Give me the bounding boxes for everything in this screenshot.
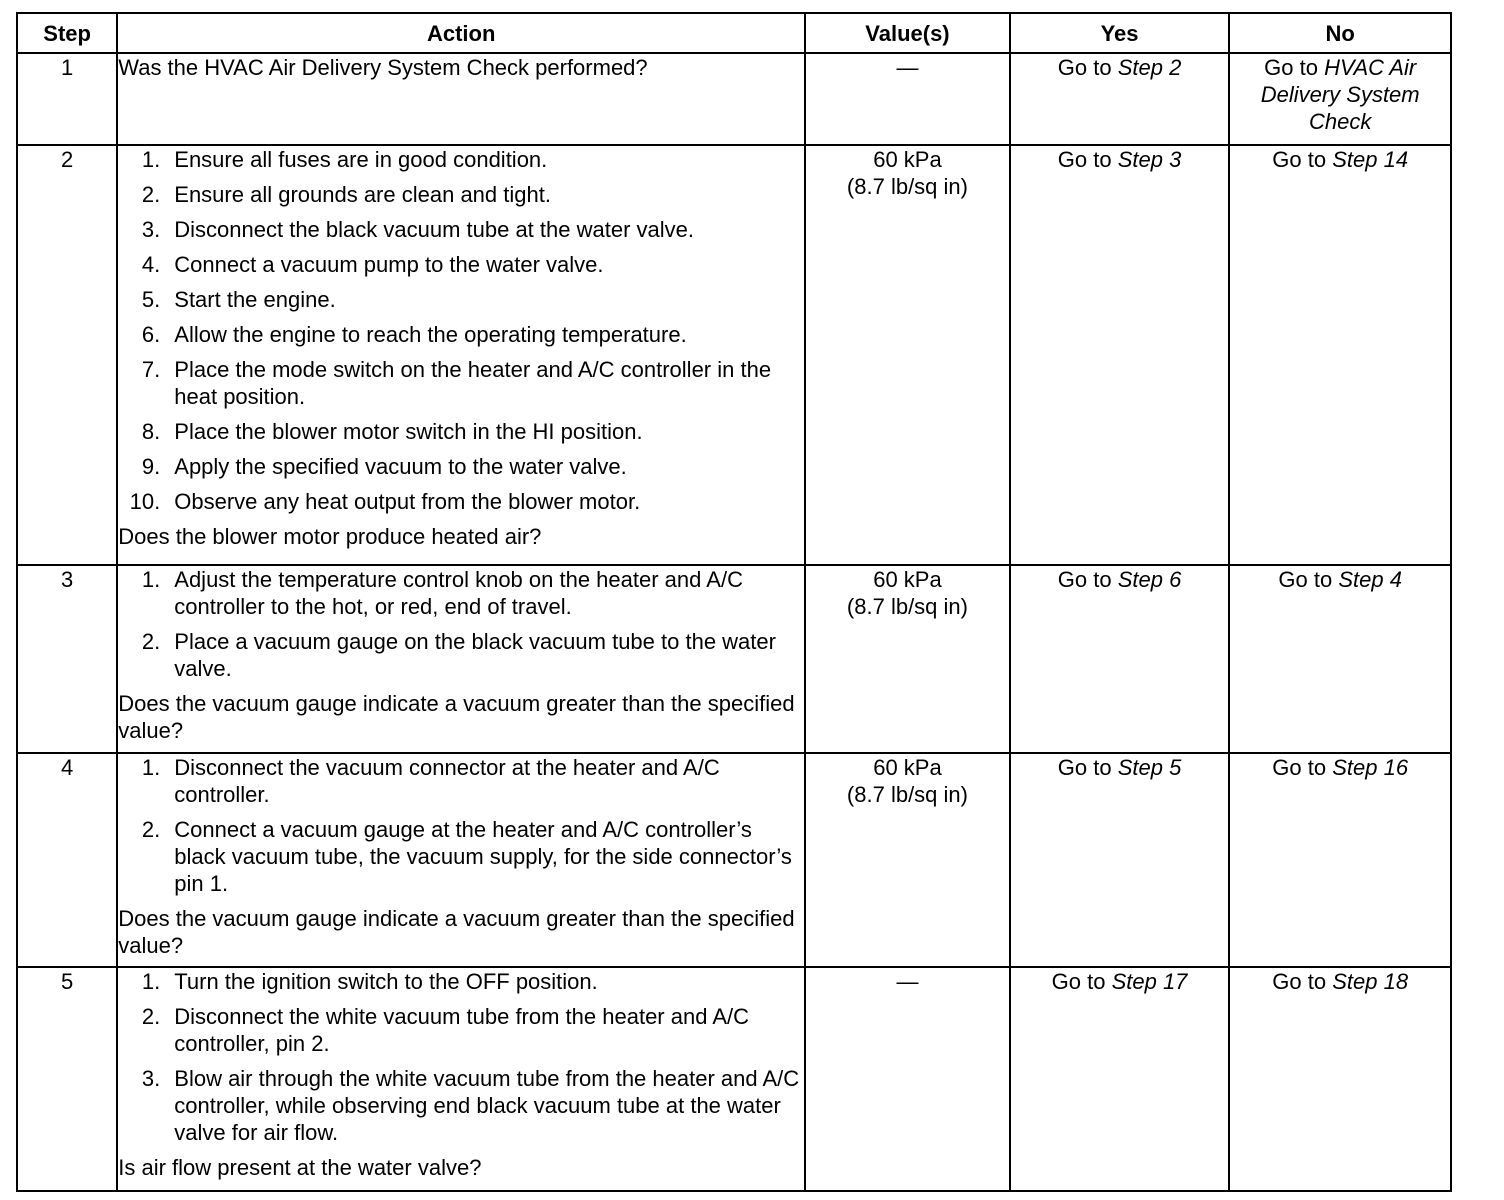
no-cell [1229, 967, 1451, 1191]
list-item [118, 1003, 804, 1057]
item-text: Disconnect the vacuum connector at the heater and A/C controller. [174, 755, 720, 807]
action-question: Is air flow present at the water valve? [118, 1155, 482, 1180]
go-to-label: Go to [1272, 969, 1327, 994]
item-number: 5. [141, 287, 161, 312]
action-cell [117, 145, 805, 565]
yes-target: Step 2 [1117, 55, 1182, 80]
item-number: 1. [141, 567, 161, 592]
item-text: Place the blower motor switch in the HI position. [174, 419, 643, 444]
no-target: HVAC Air Delivery System Check [1260, 55, 1420, 134]
step-number: 4 [17, 753, 117, 967]
action-question: Does the vacuum gauge indicate a vacuum greater than the specified value? [118, 691, 795, 743]
value-primary: — [896, 55, 919, 80]
header-yes: Yes [1010, 13, 1230, 53]
list-item [118, 181, 804, 208]
value-cell [805, 565, 1010, 753]
action-steps-list [118, 146, 804, 515]
item-number: 2. [141, 817, 161, 842]
header-values: Value(s) [805, 13, 1010, 53]
no-cell [1229, 145, 1451, 565]
item-number: 6. [141, 322, 161, 347]
go-to-label: Go to [1278, 567, 1333, 592]
item-number: 4. [141, 252, 161, 277]
yes-cell [1010, 565, 1230, 753]
item-number: 1. [141, 147, 161, 172]
action-question: Does the blower motor produce heated air? [118, 524, 542, 549]
list-item [118, 488, 804, 515]
table-row [17, 753, 1451, 967]
list-item [118, 1065, 804, 1146]
action-cell [117, 565, 805, 753]
item-text: Place the mode switch on the heater and A/C controller in the heat position. [174, 357, 772, 409]
value-primary: 60 kPa [873, 755, 942, 780]
list-item [118, 968, 804, 995]
item-text: Start the engine. [174, 287, 336, 312]
diagnostic-table [16, 12, 1452, 1192]
action-cell [117, 753, 805, 967]
step-number: 2 [17, 145, 117, 565]
no-target: Step 14 [1332, 147, 1409, 172]
item-number: 2. [141, 182, 161, 207]
list-item [118, 566, 804, 620]
yes-cell [1010, 145, 1230, 565]
go-to-label: Go to [1272, 755, 1327, 780]
item-number: 8. [141, 419, 161, 444]
item-text: Turn the ignition switch to the OFF position. [174, 969, 598, 994]
item-text: Ensure all grounds are clean and tight. [174, 182, 551, 207]
value-secondary: (8.7 lb/sq in) [846, 782, 968, 807]
go-to-label: Go to [1264, 55, 1318, 80]
item-text: Disconnect the black vacuum tube at the water valve. [174, 217, 694, 242]
list-item [118, 628, 804, 682]
go-to-label: Go to [1057, 55, 1112, 80]
go-to-label: Go to [1057, 567, 1112, 592]
item-number: 9. [141, 454, 161, 479]
item-text: Disconnect the white vacuum tube from the heater and A/C controller, pin 2. [174, 1004, 750, 1056]
value-primary: 60 kPa [873, 147, 942, 172]
list-item [118, 286, 804, 313]
go-to-label: Go to [1272, 147, 1327, 172]
value-secondary: (8.7 lb/sq in) [846, 594, 968, 619]
yes-cell [1010, 753, 1230, 967]
step-number: 3 [17, 565, 117, 753]
go-to-label: Go to [1051, 969, 1106, 994]
item-text: Allow the engine to reach the operating temperature. [174, 322, 687, 347]
yes-cell [1010, 967, 1230, 1191]
item-text: Connect a vacuum pump to the water valve. [174, 252, 604, 277]
value-cell [805, 967, 1010, 1191]
go-to-label: Go to [1057, 755, 1112, 780]
step-number: 5 [17, 967, 117, 1191]
item-text: Blow air through the white vacuum tube from the heater and A/C controller, while observing end black vacuum tube at the water valve for air flow. [174, 1066, 800, 1145]
item-number: 3. [141, 1066, 161, 1091]
list-item [118, 146, 804, 173]
item-text: Adjust the temperature control knob on the heater and A/C controller to the hot, or red, end of travel. [174, 567, 743, 619]
header-action: Action [117, 13, 805, 53]
action-question: Was the HVAC Air Delivery System Check performed? [118, 55, 648, 80]
no-cell [1229, 53, 1451, 145]
action-steps-list [118, 968, 804, 1146]
item-text: Apply the specified vacuum to the water valve. [174, 454, 627, 479]
item-text: Ensure all fuses are in good condition. [174, 147, 548, 172]
item-text: Connect a vacuum gauge at the heater and A/C controller’s black vacuum tube, the vacuum supply, for the side connector’s pin 1. [174, 817, 792, 896]
action-steps-list [118, 754, 804, 897]
table-row [17, 565, 1451, 753]
list-item [118, 816, 804, 897]
action-steps-list [118, 566, 804, 682]
value-cell [805, 53, 1010, 145]
no-cell [1229, 565, 1451, 753]
action-question: Does the vacuum gauge indicate a vacuum greater than the specified value? [118, 906, 795, 958]
table-row [17, 967, 1451, 1191]
value-secondary: (8.7 lb/sq in) [846, 174, 968, 199]
yes-target: Step 17 [1111, 969, 1188, 994]
yes-target: Step 5 [1117, 755, 1182, 780]
list-item [118, 356, 804, 410]
table-row [17, 145, 1451, 565]
value-cell [805, 753, 1010, 967]
table-header-row [17, 13, 1451, 53]
item-number: 1. [141, 969, 161, 994]
list-item [118, 251, 804, 278]
list-item [118, 321, 804, 348]
value-primary: 60 kPa [873, 567, 942, 592]
list-item [118, 418, 804, 445]
no-target: Step 16 [1332, 755, 1409, 780]
item-number: 1. [141, 755, 161, 780]
item-number: 2. [141, 629, 161, 654]
header-no: No [1229, 13, 1451, 53]
item-number: 2. [141, 1004, 161, 1029]
item-number: 10. [129, 489, 161, 514]
value-cell [805, 145, 1010, 565]
list-item [118, 453, 804, 480]
no-cell [1229, 753, 1451, 967]
header-step: Step [17, 13, 117, 53]
yes-target: Step 6 [1117, 567, 1182, 592]
item-number: 7. [141, 357, 161, 382]
no-target: Step 18 [1332, 969, 1409, 994]
item-text: Observe any heat output from the blower motor. [174, 489, 641, 514]
yes-cell [1010, 53, 1230, 145]
table-row [17, 53, 1451, 145]
yes-target: Step 3 [1117, 147, 1182, 172]
list-item [118, 754, 804, 808]
no-target: Step 4 [1338, 567, 1402, 592]
item-text: Place a vacuum gauge on the black vacuum tube to the water valve. [174, 629, 776, 681]
item-number: 3. [141, 217, 161, 242]
action-cell [117, 53, 805, 145]
step-number: 1 [17, 53, 117, 145]
list-item [118, 216, 804, 243]
action-cell [117, 967, 805, 1191]
value-primary: — [896, 969, 919, 994]
go-to-label: Go to [1057, 147, 1112, 172]
